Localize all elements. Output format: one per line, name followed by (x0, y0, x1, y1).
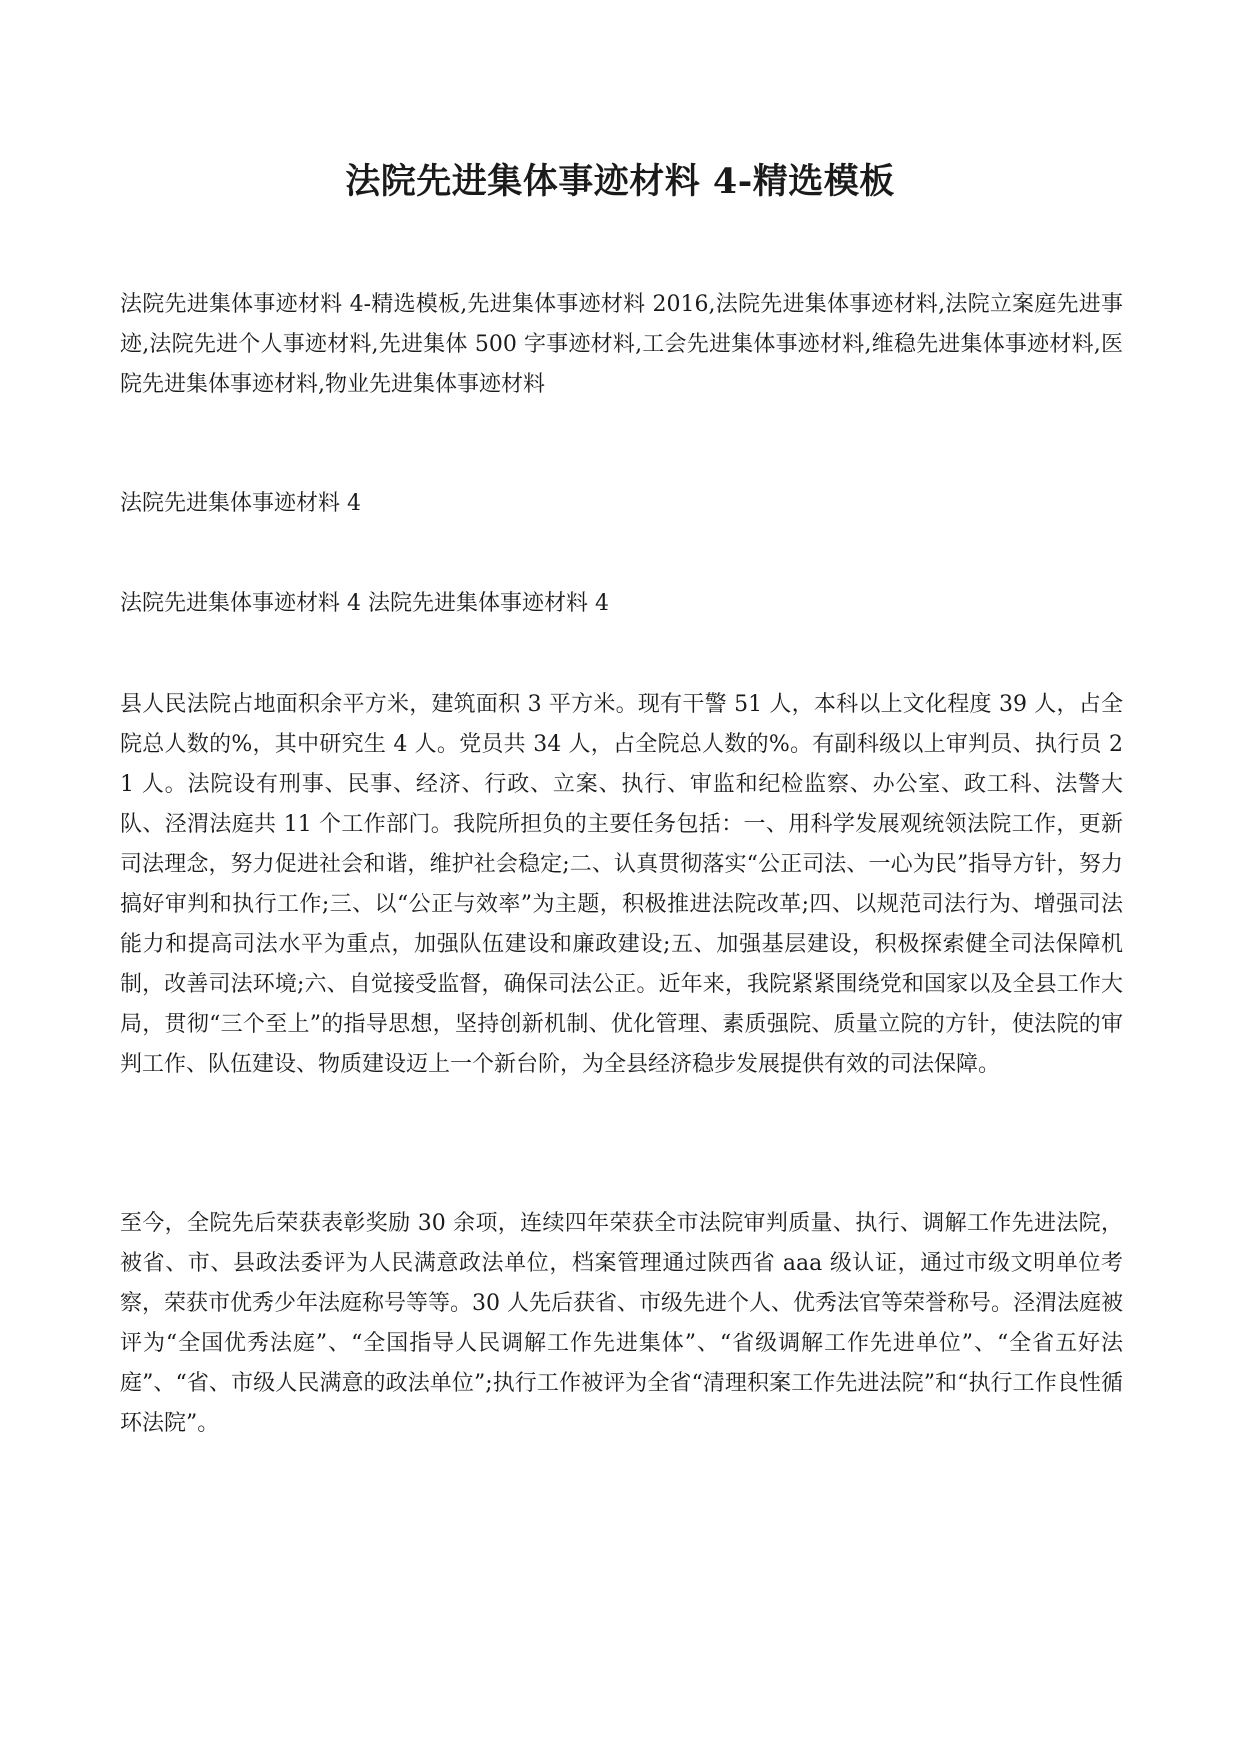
document-title: 法院先进集体事迹材料 4-精选模板 (345, 161, 895, 202)
court-intro-paragraph: 县人民法院占地面积余平方米，建筑面积 3 平方米。现有干警 51 人，本科以上文化程度 39 人，占全院总人数的%，其中研究生 4 人。党员共 34 人，占全院总人数的%。有副科级以上审判员、执行员 21 人。法院设有刑事、民事、经济、行政、立案、执行、审监和纪检监察、办公室、政工科、法警大队、泾渭法庭共 11 个工作部门。我院所担负的主要任务包括：一、用科学发展观统领法院工作，更新司法理念，努力促进社会和谐，维护社会稳定;二、认真贯彻落实“公正司法、一心为民”指导方针，努力搞好审判和执行工作;三、以“公正与效率”为主题，积极推进法院改革;四、以规范司法行为、增强司法能力和提高司法水平为重点，加强队伍建设和廉政建设;五、加强基层建设，积极探索健全司法保障机制，改善司法环境;六、自觉接受监督，确保司法公正。近年来，我院紧紧围绕党和国家以及全县工作大局，贯彻“三个至上”的指导思想，坚持创新机制、优化管理、素质强院、质量立院的方针，使法院的审判工作、队伍建设、物质建设迈上一个新台阶，为全县经济稳步发展提供有效的司法保障。 (120, 692, 1124, 1077)
court-honors-paragraph: 至今，全院先后荣获表彰奖励 30 余项，连续四年荣获全市法院审判质量、执行、调解工作先进法院，被省、市、县政法委评为人民满意政法单位，档案管理通过陕西省 aaa 级认证，通过市级文明单位考察，荣获市优秀少年法庭称号等等。30 人先后获省、市级先进个人、优秀法官等荣誉称号。泾渭法庭被评为“全国优秀法庭”、“全国指导人民调解工作先进集体”、“省级调解工作先进单位”、“全省五好法庭”、“省、市级人民满意的政法单位”;执行工作被评为全省“清理积案工作先进法院”和“执行工作良性循环法院”。 (120, 1211, 1123, 1436)
repeated-heading-paragraph: 法院先进集体事迹材料 4 法院先进集体事迹材料 4 (120, 591, 609, 616)
keywords-paragraph: 法院先进集体事迹材料 4-精选模板,先进集体事迹材料 2016,法院先进集体事迹材料,法院立案庭先进事迹,法院先进个人事迹材料,先进集体 500 字事迹材料,工会先进集体事迹材料,维稳先进集体事迹材料,医院先进集体事迹材料,物业先进集体事迹材料 (120, 292, 1123, 397)
section-heading-paragraph: 法院先进集体事迹材料 4 (120, 491, 361, 516)
